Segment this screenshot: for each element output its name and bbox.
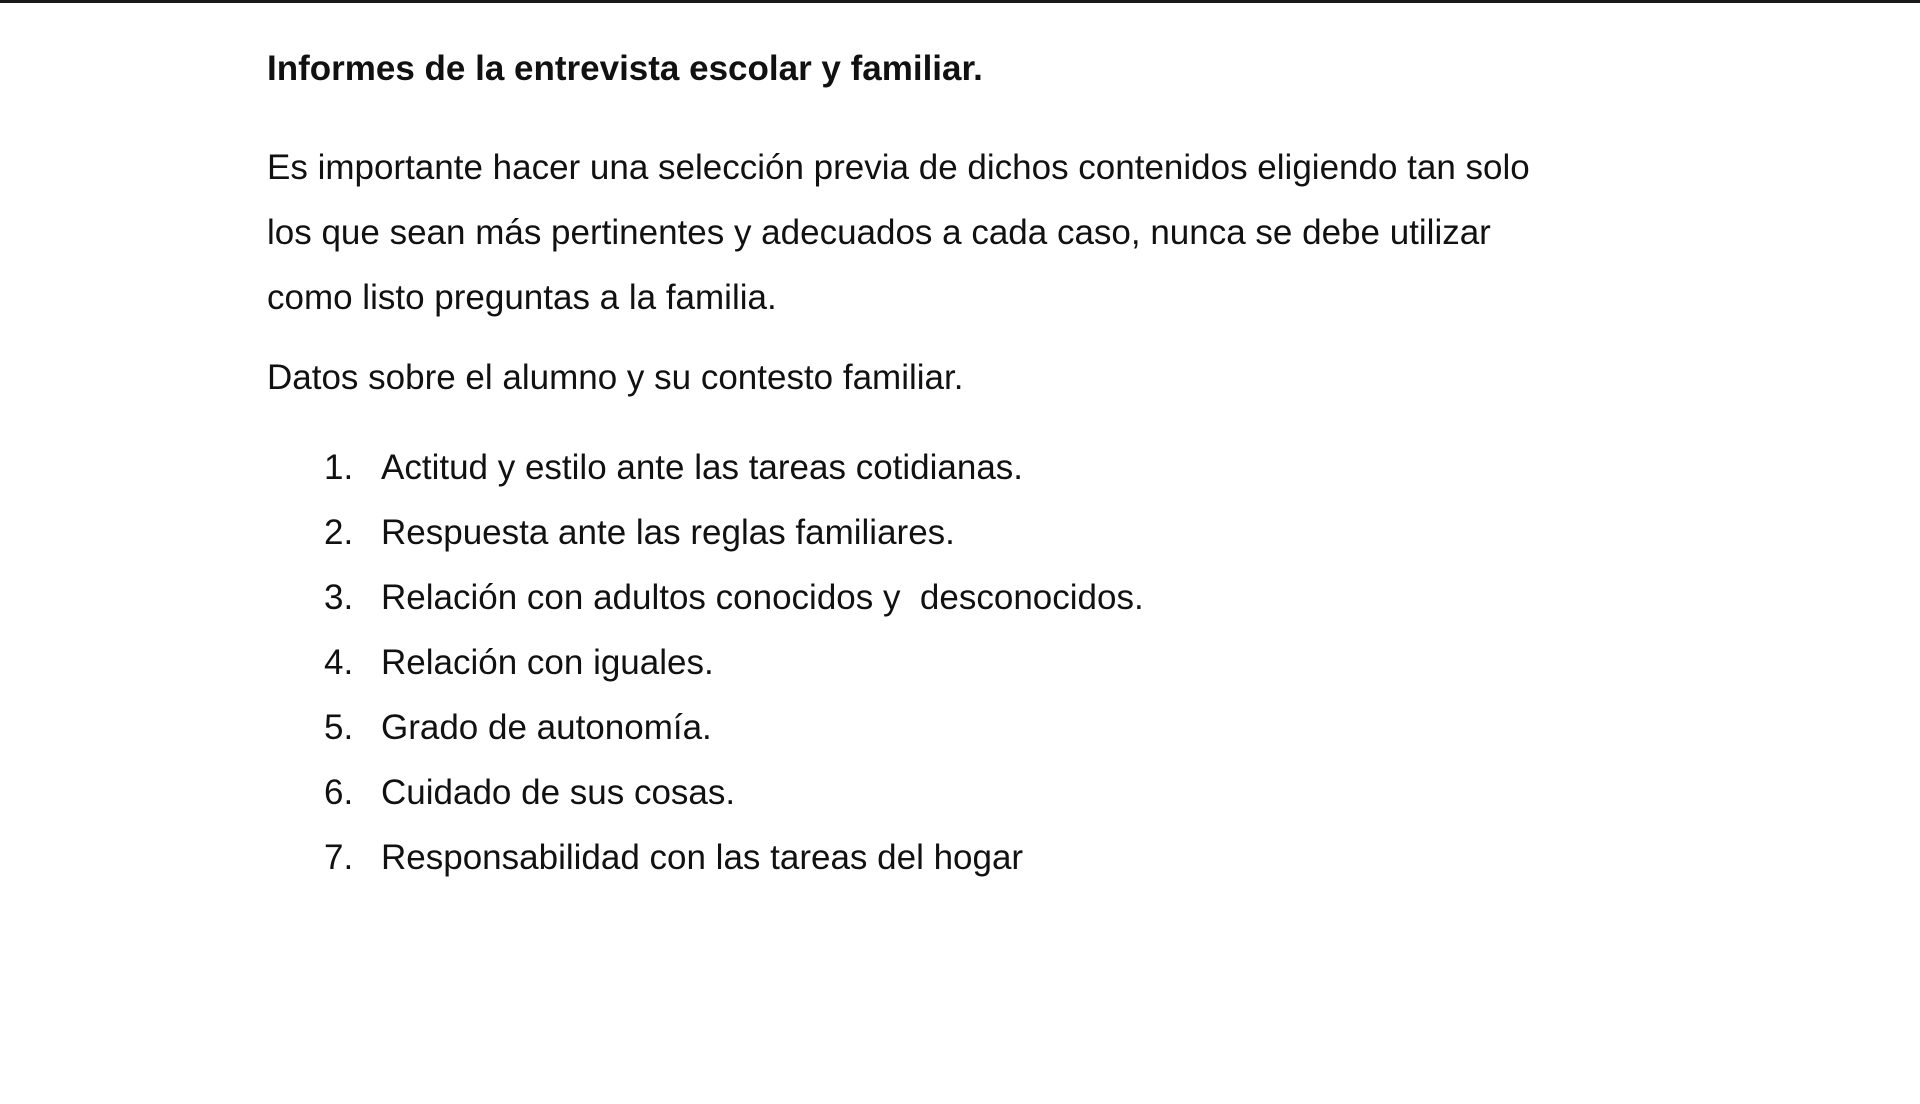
list-item-number: 5.	[324, 708, 354, 747]
list-item-text: Actitud y estilo ante las tareas cotidianas.	[381, 448, 1024, 487]
section-subheading: Datos sobre el alumno y su contesto familiar.	[267, 358, 964, 397]
list-item-number: 7.	[324, 838, 354, 877]
list-item-text: Cuidado de sus cosas.	[381, 773, 736, 812]
list-item-text: Relación con adultos conocidos y desconocidos.	[381, 578, 1144, 617]
list-item-text: Relación con iguales.	[381, 643, 714, 682]
intro-line: como listo preguntas a la familia.	[267, 278, 777, 317]
document-title: Informes de la entrevista escolar y familiar.	[267, 49, 983, 88]
page-top-border	[0, 0, 1920, 3]
list-item-text: Grado de autonomía.	[381, 708, 712, 747]
list-item-number: 4.	[324, 643, 354, 682]
intro-line: Es importante hacer una selección previa de dichos contenidos eligiendo tan solo	[267, 148, 1530, 187]
list-item-number: 2.	[324, 513, 354, 552]
list-item-text: Respuesta ante las reglas familiares.	[381, 513, 955, 552]
list-item-number: 1.	[324, 448, 354, 487]
intro-line: los que sean más pertinentes y adecuados a cada caso, nunca se debe utilizar	[267, 213, 1491, 252]
list-item-text: Responsabilidad con las tareas del hogar	[381, 838, 1024, 877]
intro-paragraph	[267, 135, 1667, 330]
list-item-number: 6.	[324, 773, 354, 812]
list-item-number: 3.	[324, 578, 354, 617]
